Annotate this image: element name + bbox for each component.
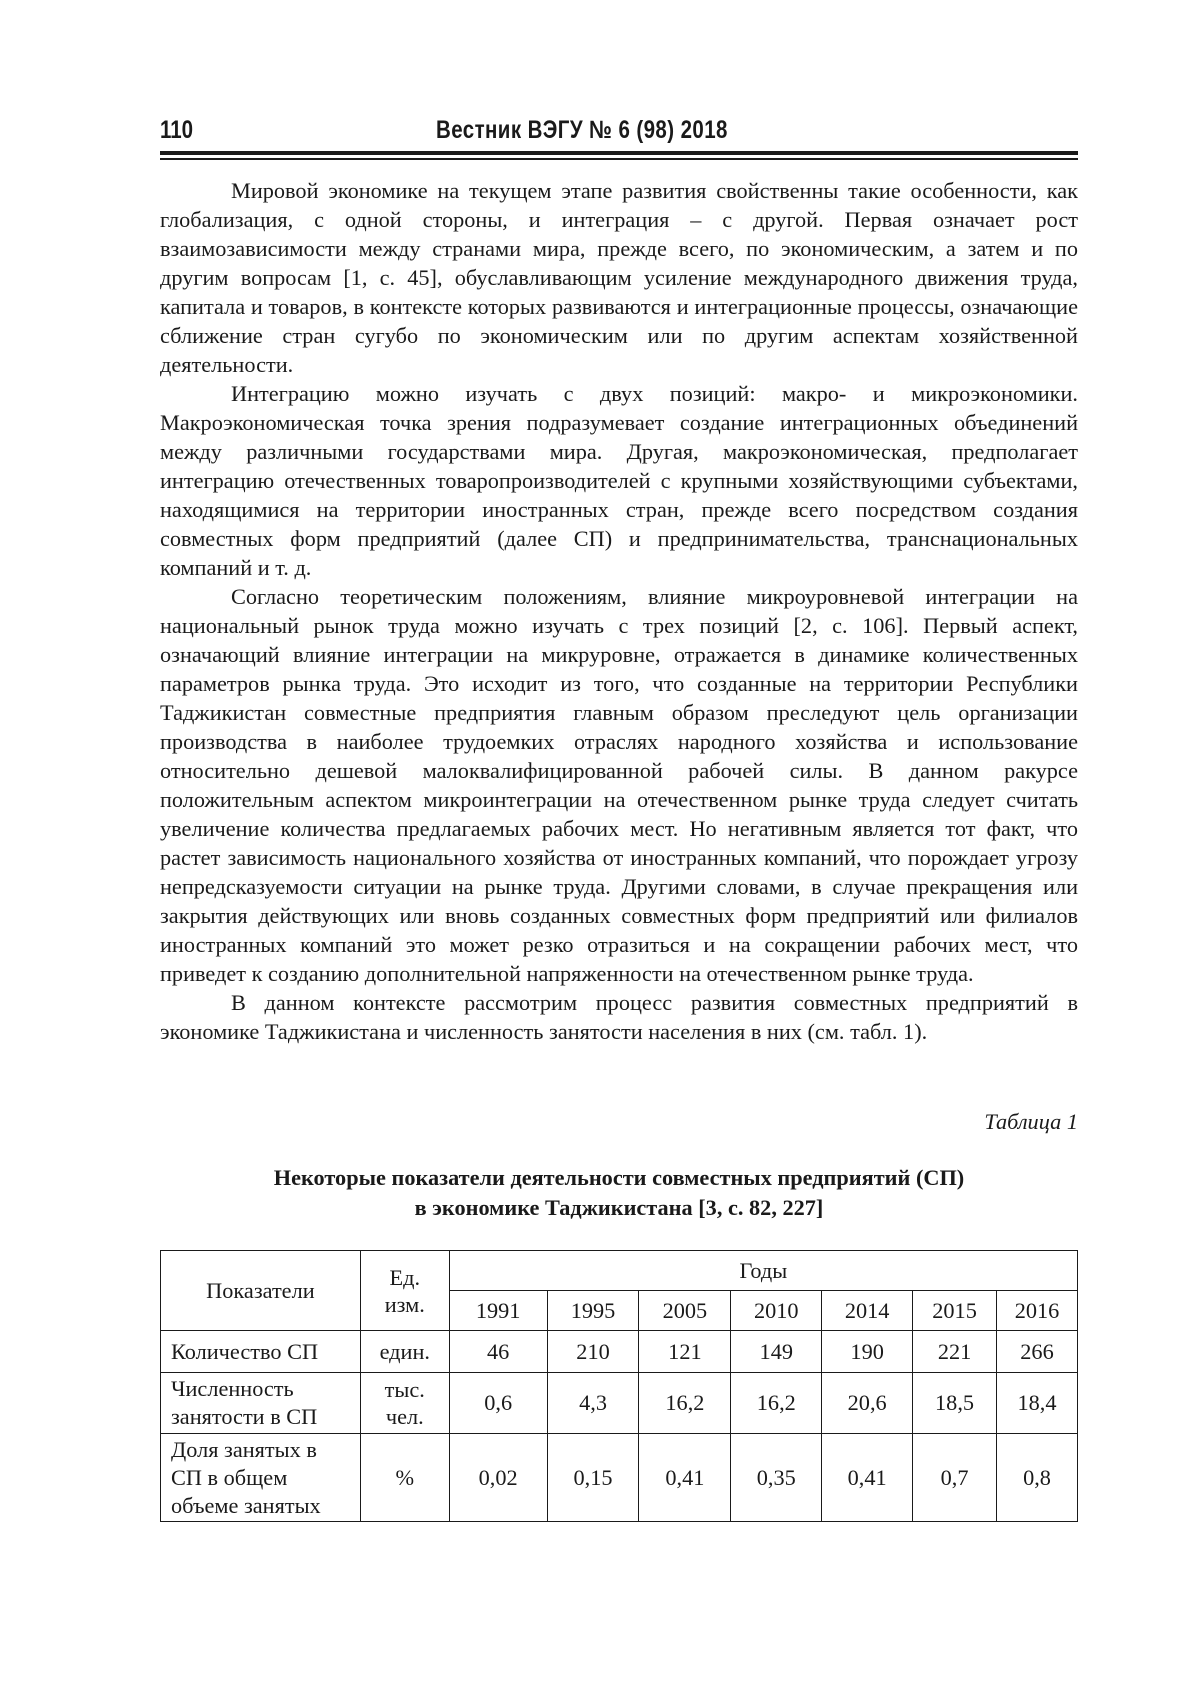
year-cell: 2014 (822, 1291, 913, 1331)
value-cell: 190 (822, 1331, 913, 1373)
row-indicator (161, 1434, 361, 1522)
year-cell: 2016 (997, 1291, 1078, 1331)
row-unit (360, 1434, 449, 1522)
page-header (160, 112, 1078, 148)
value-cell: 0,7 (913, 1434, 997, 1522)
value-cell: 221 (913, 1331, 997, 1373)
table-header-row (161, 1251, 1078, 1291)
row-unit (360, 1331, 449, 1373)
data-table (160, 1250, 1078, 1522)
value-cell: 18,5 (913, 1373, 997, 1434)
paragraph-2: Интеграцию можно изучать с двух позиций: макро- и микроэкономики. Макроэкономическая точка зрения подразумевает создание интеграционных объединений между различными государствами мира. Другая, макроэкономическая, предполагает интеграцию отечественных товаропроизводителей с крупными хозяйствующими субъектами, находящимися на территории иностранных стран, прежде всего посредством создания совместных форм предприятий (далее СП) и предпринимательства, транснациональных компаний и т. д. (160, 381, 1078, 580)
paragraph-4: В данном контексте рассмотрим процесс развития совместных предприятий в экономике Таджикистана и численность занятости населения в них (см. табл. 1). (160, 990, 1078, 1044)
value-cell: 0,8 (997, 1434, 1078, 1522)
row-unit-line: тыс. (384, 1377, 425, 1402)
year-cell: 2010 (731, 1291, 822, 1331)
value-cell: 210 (547, 1331, 639, 1373)
row-indicator-line: занятости в СП (171, 1404, 318, 1429)
table-title-line-2: в экономике Таджикистана [3, с. 82, 227] (414, 1195, 824, 1220)
value-cell: 0,6 (449, 1373, 547, 1434)
value-cell: 0,35 (731, 1434, 822, 1522)
row-indicator-line: СП в общем (171, 1464, 288, 1490)
row-unit-line: % (395, 1465, 415, 1490)
header-rule-thin (160, 158, 1078, 160)
year-cell: 1991 (449, 1291, 547, 1331)
journal-title: Вестник ВЭГУ № 6 (98) 2018 (436, 116, 728, 144)
header-unit (360, 1251, 449, 1331)
row-indicator-line: Доля занятых в (171, 1436, 317, 1462)
paragraph-1: Мировой экономике на текущем этапе развития свойственны такие особенности, как глобализация, с одной стороны, и интеграция – с другой. Первая означает рост взаимозависимости между странами мира, прежде всего, по экономическим, а затем и по другим вопросам [1, с. 45], обуславливающим усиление международного движения труда, капитала и товаров, в контексте которых развиваются и интеграционные процессы, означающие сближение стран сугубо по экономическим или по другим аспектам хозяйственной деятельности. (160, 178, 1078, 377)
value-cell: 18,4 (997, 1373, 1078, 1434)
table-row (161, 1331, 1078, 1373)
page-number: 110 (160, 116, 194, 144)
value-cell: 0,15 (547, 1434, 639, 1522)
value-cell: 266 (997, 1331, 1078, 1373)
row-indicator-line: объеме занятых (171, 1492, 321, 1518)
row-indicator-line: Количество СП (171, 1338, 319, 1364)
year-cell: 2015 (913, 1291, 997, 1331)
row-unit (360, 1373, 449, 1434)
row-indicator-line: Численность (171, 1376, 294, 1401)
row-unit-line: един. (379, 1339, 430, 1364)
header-indicator: Показатели (161, 1251, 361, 1331)
value-cell: 0,41 (822, 1434, 913, 1522)
value-cell: 16,2 (639, 1373, 731, 1434)
table-title (160, 1163, 1078, 1223)
header-years: Годы (449, 1251, 1077, 1291)
value-cell: 121 (639, 1331, 731, 1373)
value-cell: 20,6 (822, 1373, 913, 1434)
row-unit-line: чел. (385, 1404, 424, 1429)
value-cell: 0,41 (639, 1434, 731, 1522)
header-rule-thick (160, 151, 1078, 155)
value-cell: 16,2 (731, 1373, 822, 1434)
value-cell: 4,3 (547, 1373, 639, 1434)
paragraph-3: Согласно теоретическим положениям, влияние микроуровневой интеграции на национальный рынок труда можно изучать с трех позиций [2, с. 106]. Первый аспект, означающий влияние интеграции на микруровне, отражается в динамике количественных параметров рынка труда. Это исходит из того, что созданные на территории Республики Таджикистан совместные предприятия главным образом преследуют цель организации производства в наиболее трудоемких отраслях народного хозяйства и использование относительно дешевой малоквалифицированной рабочей силы. В данном ракурсе положительным аспектом микроинтеграции на отечественном рынке труда следует считать увеличение количества предлагаемых рабочих мест. Но негативным является тот факт, что растет зависимость национального хозяйства от иностранных компаний, что порождает угрозу непредсказуемости ситуации на рынке труда. Другими словами, в случае прекращения или закрытия действующих или вновь созданных совместных форм предприятий или филиалов иностранных компаний это может резко отразиться и на сокращении рабочих мест, что приведет к созданию дополнительной напряженности на отечественном рынке труда. (160, 584, 1078, 986)
year-cell: 2005 (639, 1291, 731, 1331)
header-unit-line: изм. (384, 1291, 425, 1317)
table-title-line-1: Некоторые показатели деятельности совместных предприятий (СП) (273, 1165, 965, 1190)
value-cell: 149 (731, 1331, 822, 1373)
year-cell: 1995 (547, 1291, 639, 1331)
row-indicator (161, 1373, 361, 1434)
value-cell: 46 (449, 1331, 547, 1373)
table-caption: Таблица 1 (984, 1109, 1078, 1134)
header-unit-line: Ед. (389, 1264, 421, 1290)
table-row (161, 1373, 1078, 1434)
value-cell: 0,02 (449, 1434, 547, 1522)
article-body (160, 176, 1078, 1046)
row-indicator (161, 1331, 361, 1373)
table-row (161, 1434, 1078, 1522)
